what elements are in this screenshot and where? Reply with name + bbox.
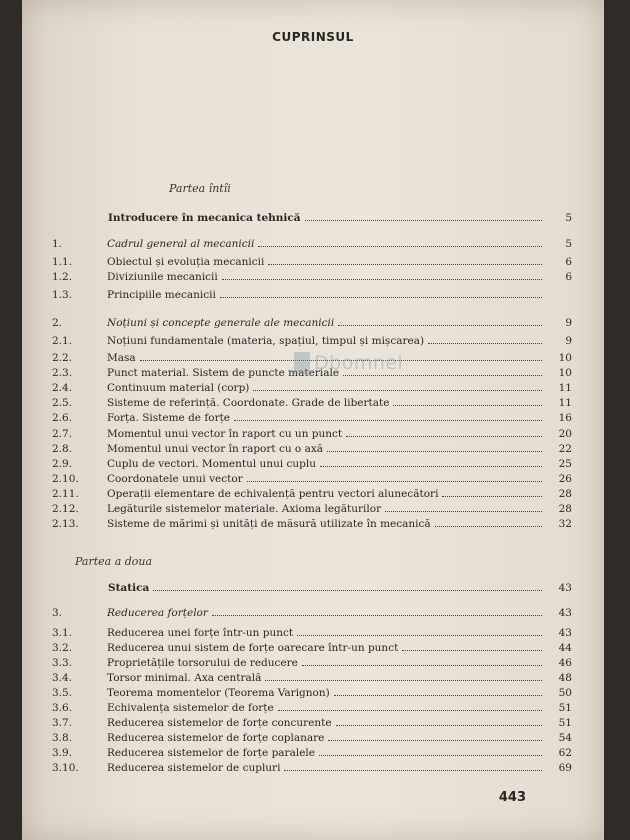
toc-entry-number: 2.8. [52,443,73,455]
watermark-logo-icon [294,352,310,374]
toc-entry-title: Reducerea sistemelor de forțe paralele [107,747,315,759]
toc-entry-title: Reducerea unui sistem de forțe oarecare într-un punct [107,642,399,654]
toc-entry-page: 6 [565,256,572,268]
toc-entry-page: 9 [565,317,572,329]
toc-dot-leader [153,590,542,591]
toc-entry-page: 11 [558,382,572,394]
toc-entry [52,747,572,761]
toc-entry [52,212,572,226]
toc-entry-title: Reducerea sistemelor de forțe coplanare [107,732,325,744]
toc-entry-title: Reducerea unei forțe într-un punct [107,627,294,639]
toc-entry-page: 51 [558,717,572,729]
toc-entry [52,582,572,596]
toc-dot-leader [334,695,542,696]
toc-entry-title: Operații elementare de echivalență pentru vectori alunecători [107,488,439,500]
toc-dot-leader [222,279,542,280]
toc-entry [52,238,572,252]
toc-entry [52,702,572,716]
toc-entry-page: 28 [558,503,572,515]
toc-entry-title: Cadrul general al mecanicii [107,238,255,250]
toc-entry-number: 1.1. [52,256,73,268]
toc-entry-number: 2.12. [52,503,79,515]
toc-entry [52,762,572,776]
toc-entry [52,335,572,349]
toc-entry-number: 3.10. [52,762,79,774]
toc-entry-page: 32 [558,518,572,530]
toc-entry-page: 69 [558,762,572,774]
toc-entry-number: 3.3. [52,657,73,669]
page-title: CUPRINSUL [272,30,354,44]
toc-entry-page: 44 [558,642,572,654]
toc-entry-title: Cuplu de vectori. Momentul unui cuplu [107,458,317,470]
toc-entry-title: Noțiuni fundamentale (materia, spațiul, timpul și mișcarea) [107,335,425,347]
toc-dot-leader [302,665,542,666]
toc-entry-title: Masa [107,352,136,364]
toc-entry-title: Sisteme de mărimi și unități de măsură utilizate în mecanică [107,518,431,530]
toc-entry-number: 2.9. [52,458,73,470]
toc-entry-page: 10 [558,367,572,379]
toc-entry-page: 43 [558,607,572,619]
toc-entry [52,732,572,746]
toc-dot-leader [428,343,542,344]
toc-entry-page: 46 [558,657,572,669]
toc-entry [52,443,572,457]
toc-entry-number: 1.3. [52,289,73,301]
toc-entry [52,397,572,411]
toc-dot-leader [320,466,542,467]
toc-dot-leader [385,511,542,512]
toc-entry [52,687,572,701]
toc-dot-leader [284,770,542,771]
watermark-text: Dbomnel [314,352,404,374]
toc-entry [52,503,572,517]
toc-entry-number: 3.6. [52,702,73,714]
toc-entry [52,412,572,426]
toc-dot-leader [319,755,542,756]
toc-entry-title: Reducerea sistemelor de forțe concurente [107,717,332,729]
toc-entry-title: Punct material. Sistem de puncte materiale [107,367,340,379]
toc-entry [52,657,572,671]
toc-entry [52,488,572,502]
toc-entry-number: 1. [52,238,63,250]
toc-entry-number: 3. [52,607,63,619]
toc-entry-title: Sisteme de referință. Coordonate. Grade de libertate [107,397,390,409]
toc-entry-page: 43 [558,627,572,639]
toc-entry-number: 2.2. [52,352,73,364]
toc-entry-title: Teorema momentelor (Teorema Varignon) [107,687,330,699]
toc-entry [52,289,572,303]
toc-dot-leader [258,246,542,247]
toc-entry-title: Momentul unui vector în raport cu un punct [107,428,343,440]
toc-entry-title: Echivalența sistemelor de forțe [107,702,274,714]
toc-entry-number: 3.1. [52,627,73,639]
toc-entry [52,672,572,686]
toc-entry-number: 2.10. [52,473,79,485]
toc-entry [52,627,572,641]
toc-entry [52,473,572,487]
toc-dot-leader [253,390,542,391]
toc-entry-title: Reducerea forțelor [107,607,208,619]
toc-entry-page: 51 [558,702,572,714]
toc-dot-leader [338,325,542,326]
toc-entry-number: 2.1. [52,335,73,347]
watermark [294,352,444,378]
toc-entry-title: Diviziunile mecanicii [107,271,218,283]
toc-entry-number: 3.7. [52,717,73,729]
toc-entry-page: 5 [565,212,572,224]
toc-entry-number: 2.5. [52,397,73,409]
toc-entry-number: 2.13. [52,518,79,530]
toc-entry-page: 25 [558,458,572,470]
toc-dot-leader [220,297,542,298]
toc-dot-leader [327,451,542,452]
toc-entry-title: Coordonatele unui vector [107,473,243,485]
toc-entry-title: Forța. Sisteme de forțe [107,412,231,424]
toc-entry [52,271,572,285]
toc-entry [52,518,572,532]
toc-dot-leader [393,405,542,406]
toc-entry-number: 2. [52,317,63,329]
toc-dot-leader [297,635,542,636]
toc-dot-leader [336,725,542,726]
toc-dot-leader [265,680,542,681]
toc-entry-title: Statica [108,582,150,594]
toc-entry-page: 9 [565,335,572,347]
toc-entry-page: 28 [558,488,572,500]
toc-dot-leader [435,526,542,527]
toc-entry-number: 2.4. [52,382,73,394]
toc-entry-number: 1.2. [52,271,73,283]
toc-dot-leader [328,740,542,741]
toc-entry [52,428,572,442]
toc-entry-page: 16 [558,412,572,424]
book-page [22,0,604,840]
toc-entry-page: 22 [558,443,572,455]
toc-dot-leader [234,420,542,421]
toc-entry-page: 10 [558,352,572,364]
toc-dot-leader [305,220,542,221]
part-two-label: Partea a doua [75,555,153,568]
toc-entry-number: 3.5. [52,687,73,699]
toc-entry-title: Momentul unui vector în raport cu o axă [107,443,324,455]
toc-entry [52,717,572,731]
toc-dot-leader [278,710,542,711]
toc-entry-title: Introducere în mecanica tehnică [108,212,301,224]
toc-entry-page: 62 [558,747,572,759]
toc-entry-page: 48 [558,672,572,684]
toc-entry-page: 11 [558,397,572,409]
toc-entry-page: 20 [558,428,572,440]
toc-entry-number: 3.4. [52,672,73,684]
toc-entry-page: 54 [558,732,572,744]
toc-dot-leader [346,436,542,437]
toc-dot-leader [247,481,542,482]
toc-dot-leader [442,496,542,497]
toc-dot-leader [212,615,542,616]
toc-entry-title: Reducerea sistemelor de cupluri [107,762,281,774]
toc-entry-title: Proprietățile torsorului de reducere [107,657,298,669]
page-number: 443 [498,790,526,805]
toc-entry-page: 6 [565,271,572,283]
toc-entry [52,458,572,472]
toc-entry-page: 5 [565,238,572,250]
part-one-label: Partea întîi [169,182,231,195]
toc-entry [52,317,572,331]
toc-entry-number: 2.6. [52,412,73,424]
toc-dot-leader [268,264,542,265]
toc-entry-title: Torsor minimal. Axa centrală [107,672,262,684]
toc-entry-title: Obiectul și evoluția mecanicii [107,256,265,268]
toc-entry [52,607,572,621]
toc-entry-title: Principiile mecanicii [107,289,216,301]
toc-entry-page: 26 [558,473,572,485]
toc-entry-number: 2.3. [52,367,73,379]
toc-entry-number: 3.9. [52,747,73,759]
toc-entry-title: Continuum material (corp) [107,382,250,394]
toc-entry-title: Noțiuni și concepte generale ale mecanicii [107,317,335,329]
toc-entry-number: 3.8. [52,732,73,744]
toc-entry-number: 2.7. [52,428,73,440]
toc-entry-title: Legăturile sistemelor materiale. Axioma legăturilor [107,503,382,515]
toc-entry-page: 50 [558,687,572,699]
toc-entry [52,256,572,270]
toc-entry [52,382,572,396]
toc-dot-leader [402,650,542,651]
toc-entry [52,642,572,656]
toc-entry-number: 2.11. [52,488,79,500]
toc-entry-page: 43 [558,582,572,594]
toc-entry-number: 3.2. [52,642,73,654]
